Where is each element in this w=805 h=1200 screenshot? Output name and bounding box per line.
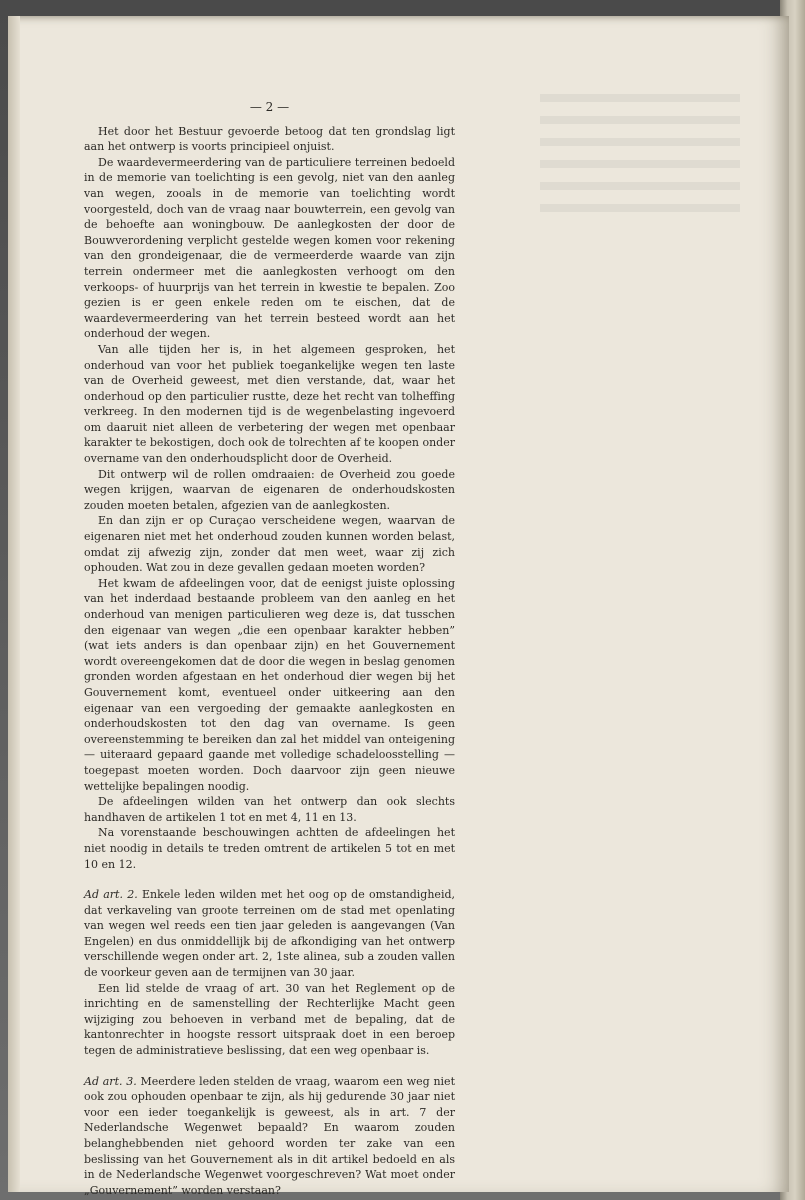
- article-3-label: Ad art. 3.: [84, 1074, 137, 1088]
- article-3-paragraph: [84, 1074, 455, 1199]
- article-2-text: Enkele leden wilden met het oog op de omstandigheid, dat verkaveling van groote terreinen om de stad met openlating van wegen wel reeds een tien jaar geleden is aangevangen (Van Engelen) en dus onmiddellijk bij de afkondiging van het ontwerp verschillende wegen onder art. 2, 1ste alinea, sub a zouden vallen de voorkeur geven aan de termijnen van 30 jaar.: [84, 888, 455, 980]
- paragraph: Het door het Bestuur gevoerde betoog dat ten grondslag ligt aan het ontwerp is voorts principieel onjuist.: [84, 124, 455, 154]
- document-text: [84, 100, 455, 1198]
- article-2-label: Ad art. 2.: [84, 888, 138, 902]
- page-number: — 2 —: [249, 100, 290, 114]
- article-2-paragraph: [84, 887, 455, 981]
- paragraph: En dan zijn er op Curaçao verscheidene wegen, waarvan de eigenaren niet met het onderhoud zouden kunnen worden belast, omdat zij afwezig zijn, zonder dat men weet, waar zij zich ophouden. Wat zou in deze gevallen gedaan moeten worden?: [84, 514, 455, 575]
- article-3-text: Meerdere leden stelden de vraag, waarom een weg niet ook zou ophouden openbaar te zijn, als hij gedurende 30 jaar niet voor een ieder toegankelijk is geweest, als in art. 7 der Nederlandsche Wegenwet bepaald? En waarom zouden belanghebbenden niet gehoord worden ter zake van een beslissing van het Gouvernement als in dit artikel bedoeld en als in de Nederlandsche Wegenwet voorgeschreven? Wat moet onder „Gouvernement” worden verstaan?: [84, 1074, 455, 1197]
- paragraph: Dit ontwerp wil de rollen omdraaien: de Overheid zou goede wegen krijgen, waarvan de eigenaren de onderhoudskosten zouden moeten betalen, afgezien van de aanlegkosten.: [84, 467, 455, 512]
- paragraph: De waardevermeerdering van de particuliere terreinen bedoeld in de memorie van toelichting is een gevolg, niet van den aanleg van wegen, zooals in de memorie van toelichting wordt voorgesteld, doch van de vraag naar bouwterrein, een gevolg van de behoefte aan woningbouw. De aanlegkosten der door de Bouwverordening verplicht gestelde wegen komen voor rekening van den grondeigenaar, die de vermeerderde waarde van zijn terrein ondermeer met die aanlegkosten verhoogt om den verkoops- of huurprijs van het terrein in kwestie te bepalen. Zoo gezien is er geen enkele reden om te eischen, dat de waardevermeerdering van het terrein besteed wordt aan het onderhoud der wegen.: [84, 155, 455, 341]
- paragraph: Het kwam de afdeelingen voor, dat de eenigst juiste oplossing van het inderdaad bestaande probleem van den aanleg en het onderhoud van menigen particulieren weg deze is, dat tusschen den eigenaar van wegen „die een openbaar karakter hebben” (wat iets anders is dan openbaar zijn) en het Gouvernement wordt overeengekomen dat de door die wegen in beslag genomen gronden worden afgestaan en het onderhoud dier wegen bij het Gouvernement komt, eventueel onder uitkeering aan den eigenaar van een vergoeding der gemaakte aanlegkosten en onderhoudskosten tot den dag van overname. Is geen overeenstemming te bereiken dan zal het middel van onteigening — uiteraard gepaard gaande met volledige schadeloosstelling — toegepast moeten worden. Doch daarvoor zijn geen nieuwe wettelijke bepalingen noodig.: [84, 576, 455, 793]
- paragraph: Van alle tijden her is, in het algemeen gesproken, het onderhoud van voor het publiek toegankelijke wegen ten laste van de Overheid geweest, met dien verstande, dat, waar het onderhoud op den particulier rustte, deze het recht van tolheffing verkreeg. In den modernen tijd is de wegenbelasting ingevoerd om daaruit niet alleen de verbetering der wegen met openbaar karakter te bekostigen, doch ook de tolrechten af te koopen onder overname van den onderhoudsplicht door de Overheid.: [84, 342, 455, 466]
- paragraph: Na vorenstaande beschouwingen achtten de afdeelingen het niet noodig in details te treden omtrent de artikelen 5 tot en met 10 en 12.: [84, 826, 455, 871]
- paragraph: De afdeelingen wilden van het ontwerp dan ook slechts handhaven de artikelen 1 tot en met 4, 11 en 13.: [84, 795, 455, 824]
- binding-edge: [8, 16, 20, 1192]
- article-2-paragraph-2: Een lid stelde de vraag of art. 30 van het Reglement op de inrichting en de samenstelling der Rechterlijke Macht geen wijziging zou behoeven in verband met de bepaling, dat de kantonrechter in hoogste ressort uitspraak doet in een beroep tegen de administratieve beslissing, dat een weg openbaar is.: [84, 981, 455, 1058]
- bleed-through-reverse-text: [520, 80, 760, 1080]
